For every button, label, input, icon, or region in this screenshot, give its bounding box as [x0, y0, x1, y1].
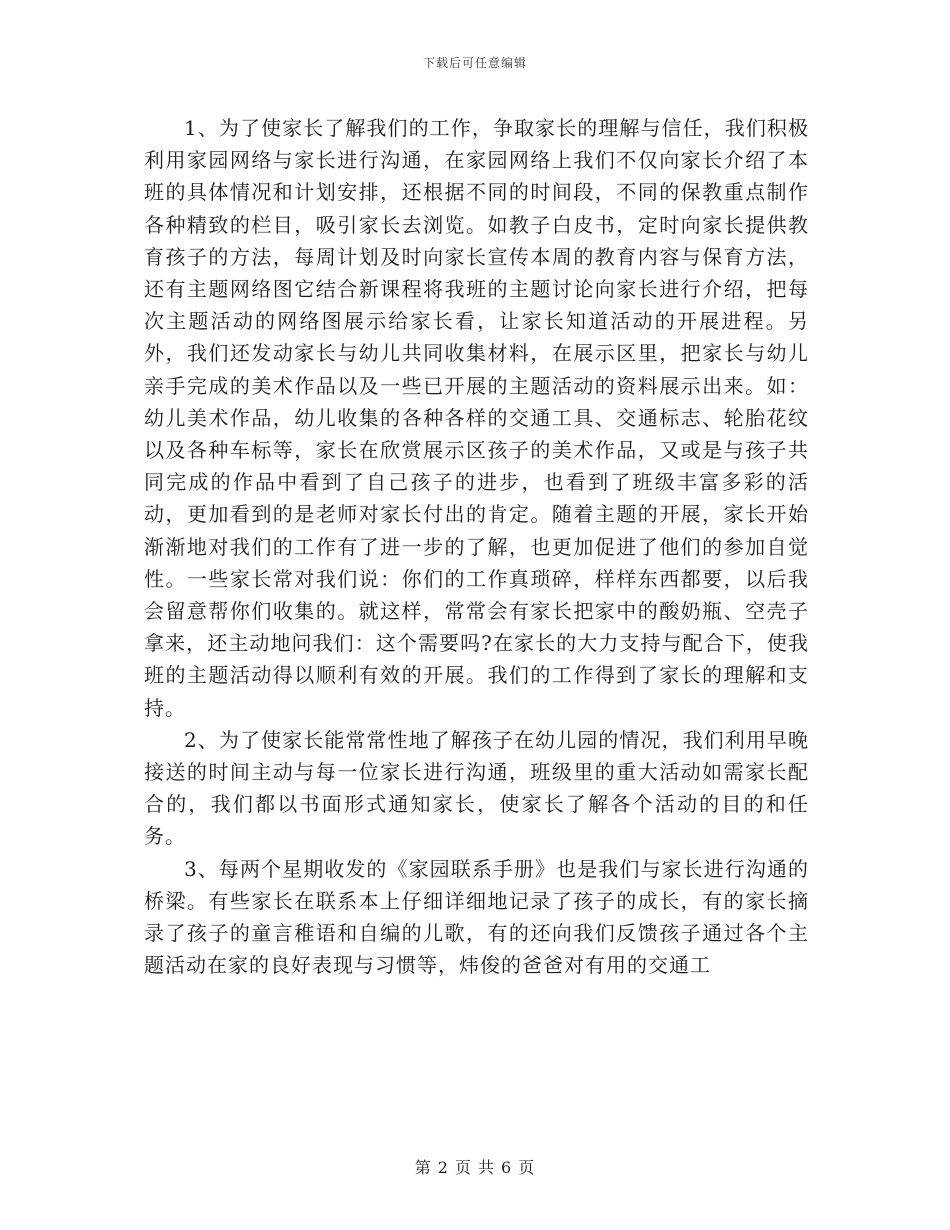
- paragraph-3: 3、每两个星期收发的《家园联系手册》也是我们与家长进行沟通的桥梁。有些家长在联系本上仔细详细地记录了孩子的成长，有的家长摘录了孩子的童言稚语和自编的儿歌，有的还向我们反馈孩子通过各个主题活动在家的良好表现与习惯等，炜俊的爸爸对有用的交通工: [144, 856, 809, 978]
- page-header: 下载后可任意编辑: [422, 56, 527, 70]
- paragraph-2: 2、为了使家长能常常性地了解孩子在幼儿园的情况，我们利用早晚接送的时间主动与每一位家长进行沟通，班级里的重大活动如需家长配合的，我们都以书面形式通知家长，使家长了解各个活动的目的和任务。: [144, 727, 809, 849]
- current-page-number: 2: [437, 1158, 449, 1177]
- footer-middle: 页 共: [454, 1158, 496, 1177]
- total-page-number: 6: [501, 1158, 513, 1177]
- footer-suffix: 页: [518, 1158, 536, 1177]
- footer-prefix: 第: [414, 1158, 432, 1177]
- document-body: [144, 112, 809, 981]
- page-footer: [0, 1155, 950, 1178]
- paragraph-1: 1、为了使家长了解我们的工作，争取家长的理解与信任，我们积极利用家园网络与家长进行沟通，在家园网络上我们不仅向家长介绍了本班的具体情况和计划安排，还根据不同的时间段，不同的保教重点制作各种精致的栏目，吸引家长去浏览。如教子白皮书，定时向家长提供教育孩子的方法，每周计划及时向家长宣传本周的教育内容与保育方法，还有主题网络图它结合新课程将我班的主题讨论向家长进行介绍，把每次主题活动的网络图展示给家长看，让家长知道活动的开展进程。另外，我们还发动家长与幼儿共同收集材料，在展示区里，把家长与幼儿亲手完成的美术作品以及一些已开展的主题活动的资料展示出来。如：幼儿美术作品，幼儿收集的各种各样的交通工具、交通标志、轮胎花纹以及各种车标等，家长在欣赏展示区孩子的美术作品，又或是与孩子共同完成的作品中看到了自己孩子的进步，也看到了班级丰富多彩的活动，更加看到的是老师对家长付出的肯定。随着主题的开展，家长开始渐渐地对我们的工作有了进一步的了解，也更加促进了他们的参加自觉性。一些家长常对我们说：你们的工作真琐碎，样样东西都要，以后我会留意帮你们收集的。就这样，常常会有家长把家中的酸奶瓶、空壳子拿来，还主动地问我们：这个需要吗?在家长的大力支持与配合下，使我班的主题活动得以顺利有效的开展。我们的工作得到了家长的理解和支持。: [144, 116, 809, 720]
